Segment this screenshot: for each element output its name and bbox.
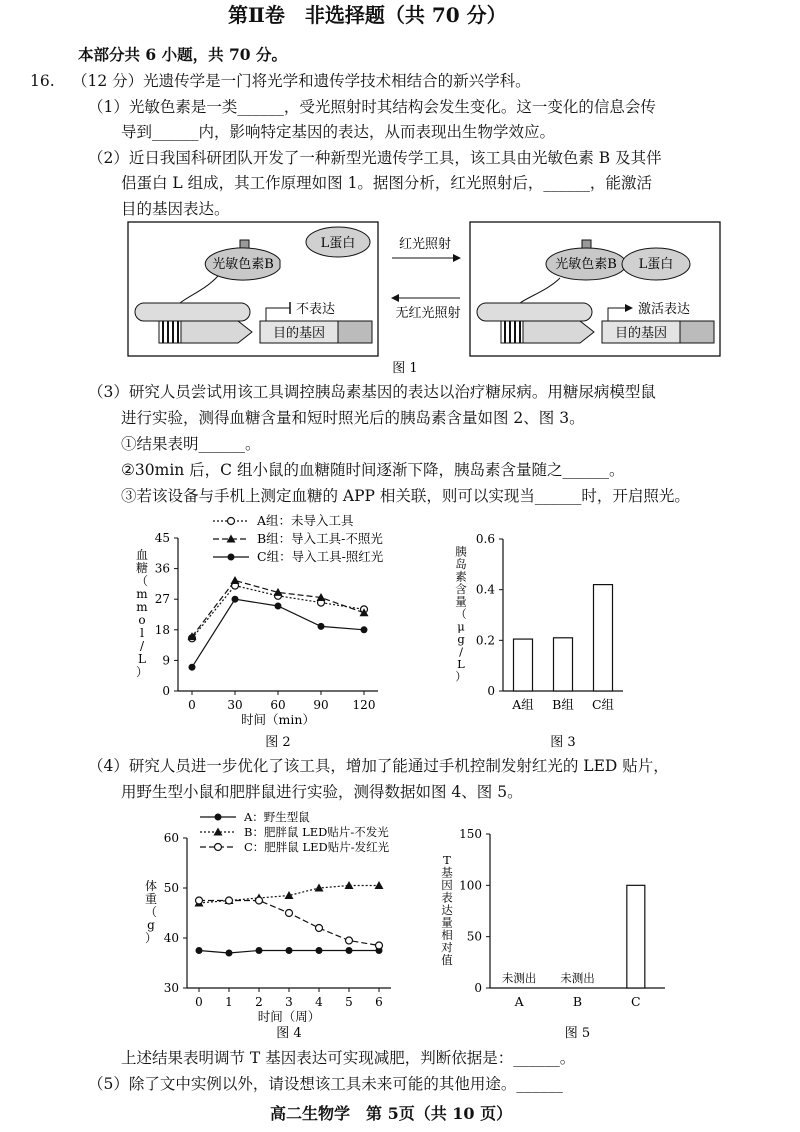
x-tick-label: 6 [375, 995, 383, 1009]
question-intro: （12 分）光遗传学是一门将光学和遗传学技术相结合的新兴学科。 [72, 72, 531, 90]
q16-2-line3: 目的基因表达。 [121, 200, 230, 218]
legend-entry: B：肥胖鼠 LED贴片-不发光 [244, 825, 389, 839]
q16-2-line1: （2）近日我国科研团队开发了一种新型光遗传学工具，该工具由光敏色素 B 及其伴 [88, 149, 662, 167]
q16-3-c: ③若该设备与手机上测定血糖的 APP 相关联，则可以实现当______时，开启照光。 [121, 487, 690, 505]
y-tick-label: 36 [154, 561, 170, 576]
y-axis-label: 血糖（ m m o l / L ） [135, 548, 149, 680]
bar-note: 未测出 [501, 971, 537, 985]
figure-caption: 图 5 [564, 1026, 591, 1041]
y-tick-label: 0.6 [475, 532, 495, 546]
figure-3-bar-chart [0, 505, 800, 750]
bar [627, 885, 645, 988]
x-tick-label: 2 [255, 995, 263, 1009]
category-label: C组 [591, 697, 615, 712]
x-tick-label: 0 [188, 698, 196, 712]
pigment-b-label-2: 光敏色素B [555, 257, 617, 272]
question-number: 16. [30, 72, 55, 90]
q16-4-line1: （4）研究人员进一步优化了该工具，增加了能通过手机控制发射红光的 LED 贴片， [88, 757, 669, 775]
figure-caption: 图 2 [265, 735, 291, 750]
category-label: B组 [552, 697, 574, 712]
y-tick-label: 50 [163, 881, 179, 895]
y-tick-label: 0 [474, 981, 482, 995]
x-tick-label: 3 [285, 995, 293, 1009]
x-tick-label: 60 [270, 698, 286, 712]
q16-3-line1: （3）研究人员尝试用该工具调控胰岛素基因的表达以治疗糖尿病。用糖尿病模型鼠 [88, 383, 656, 401]
y-tick-label: 0.4 [475, 582, 495, 597]
q16-4-line2: 用野生型小鼠和肥胖鼠进行实验，测得数据如图 4、图 5。 [121, 783, 523, 801]
y-tick-label: 0.2 [475, 633, 495, 648]
legend-entry: C组：导入工具-照红光 [257, 549, 384, 564]
y-axis-label: 胰岛素含量（ μ g / L ） [455, 544, 467, 684]
activate-expression-label: 激活表达 [638, 302, 691, 317]
category-label: A [514, 994, 524, 1009]
y-tick-label: 18 [154, 622, 170, 637]
l-protein-label-2: L蛋白 [638, 257, 674, 272]
figure-caption: 图 3 [550, 735, 576, 750]
y-tick-label: 100 [459, 878, 482, 893]
y-tick-label: 9 [162, 653, 170, 668]
page-footer: 高二生物学 第 5页（共 10 页） [270, 1104, 513, 1123]
y-tick-label: 50 [466, 929, 482, 944]
y-tick-label: 45 [154, 531, 170, 545]
category-label: B [572, 994, 583, 1009]
legend-entry: C：肥胖鼠 LED贴片-发红光 [244, 840, 390, 854]
q16-5: （5）除了文中实例以外，请设想该工具未来可能的其他用途。______ [88, 1075, 563, 1093]
x-tick-label: 0 [195, 995, 203, 1009]
figure-5-bar-chart [0, 805, 800, 1045]
legend-entry: A：野生型鼠 [244, 810, 310, 824]
x-tick-label: 5 [345, 995, 353, 1009]
target-gene-label-2: 目的基因 [614, 326, 668, 341]
category-label: A组 [512, 697, 534, 712]
y-tick-label: 60 [163, 831, 179, 845]
category-label: C [631, 994, 641, 1009]
x-tick-label: 90 [313, 698, 329, 712]
y-tick-label: 30 [163, 981, 179, 995]
x-tick-label: 30 [227, 698, 243, 712]
bar [594, 585, 613, 691]
legend-entry: B组：导入工具-不照光 [257, 531, 383, 546]
figure-caption: 图 4 [276, 1026, 302, 1041]
x-tick-label: 1 [225, 995, 233, 1009]
q16-1-line2: 导到______内，影响特定基因的表达，从而表现出生物学效应。 [121, 123, 556, 141]
no-expression-label: 不表达 [296, 302, 336, 317]
figure-1-right-panel [470, 222, 720, 356]
figure-1-diagram [0, 218, 800, 378]
section-instruction: 本部分共 6 小题，共 70 分。 [78, 45, 287, 64]
q16-3-line2: 进行实验，测得血糖含量和短时照光后的胰岛素含量如图 2、图 3。 [121, 409, 585, 427]
target-gene-label: 目的基因 [272, 326, 326, 341]
bar [514, 639, 533, 691]
page-title: 第Ⅱ卷 非选择题（共 70 分） [228, 3, 507, 27]
q16-3-b: ②30min 后，C 组小鼠的血糖随时间逐渐下降，胰岛素含量随之______。 [121, 461, 625, 479]
pigment-b-label: 光敏色素B [212, 257, 274, 272]
x-axis-label: 时间（周） [257, 1009, 321, 1024]
legend-entry: A组：未导入工具 [257, 513, 354, 528]
y-tick-label: 0 [487, 684, 495, 698]
figure-1-caption: 图 1 [392, 361, 418, 376]
y-tick-label: 150 [459, 827, 482, 841]
q16-4-result: 上述结果表明调节 T 基因表达可实现减肥，判断依据是：______。 [121, 1049, 576, 1067]
l-protein-label: L蛋白 [320, 236, 356, 251]
x-tick-label: 120 [352, 698, 376, 712]
x-axis-label: 时间（min） [241, 712, 315, 727]
y-tick-label: 0 [162, 684, 170, 698]
q16-1-line1: （1）光敏色素是一类______，受光照射时其结构会发生变化。这一变化的信息会传 [88, 98, 656, 116]
bar-note: 未测出 [560, 971, 595, 985]
x-tick-label: 4 [315, 995, 323, 1009]
no-red-light-label: 无红光照射 [395, 306, 461, 321]
q16-2-line2: 侣蛋白 L 组成，其工作原理如图 1。据图分析，红光照射后，______，能激活 [121, 174, 652, 192]
figure-1-arrows [392, 236, 461, 321]
y-axis-label: T 基因表达量相对值 [441, 852, 453, 967]
red-light-label: 红光照射 [398, 237, 452, 252]
y-tick-label: 40 [163, 931, 179, 945]
y-axis-label: 体重（ g ） [144, 879, 158, 946]
y-tick-label: 27 [154, 592, 170, 607]
bar [554, 638, 573, 691]
q16-3-a: ①结果表明______。 [121, 435, 261, 453]
figure-1-left-panel [128, 222, 378, 356]
